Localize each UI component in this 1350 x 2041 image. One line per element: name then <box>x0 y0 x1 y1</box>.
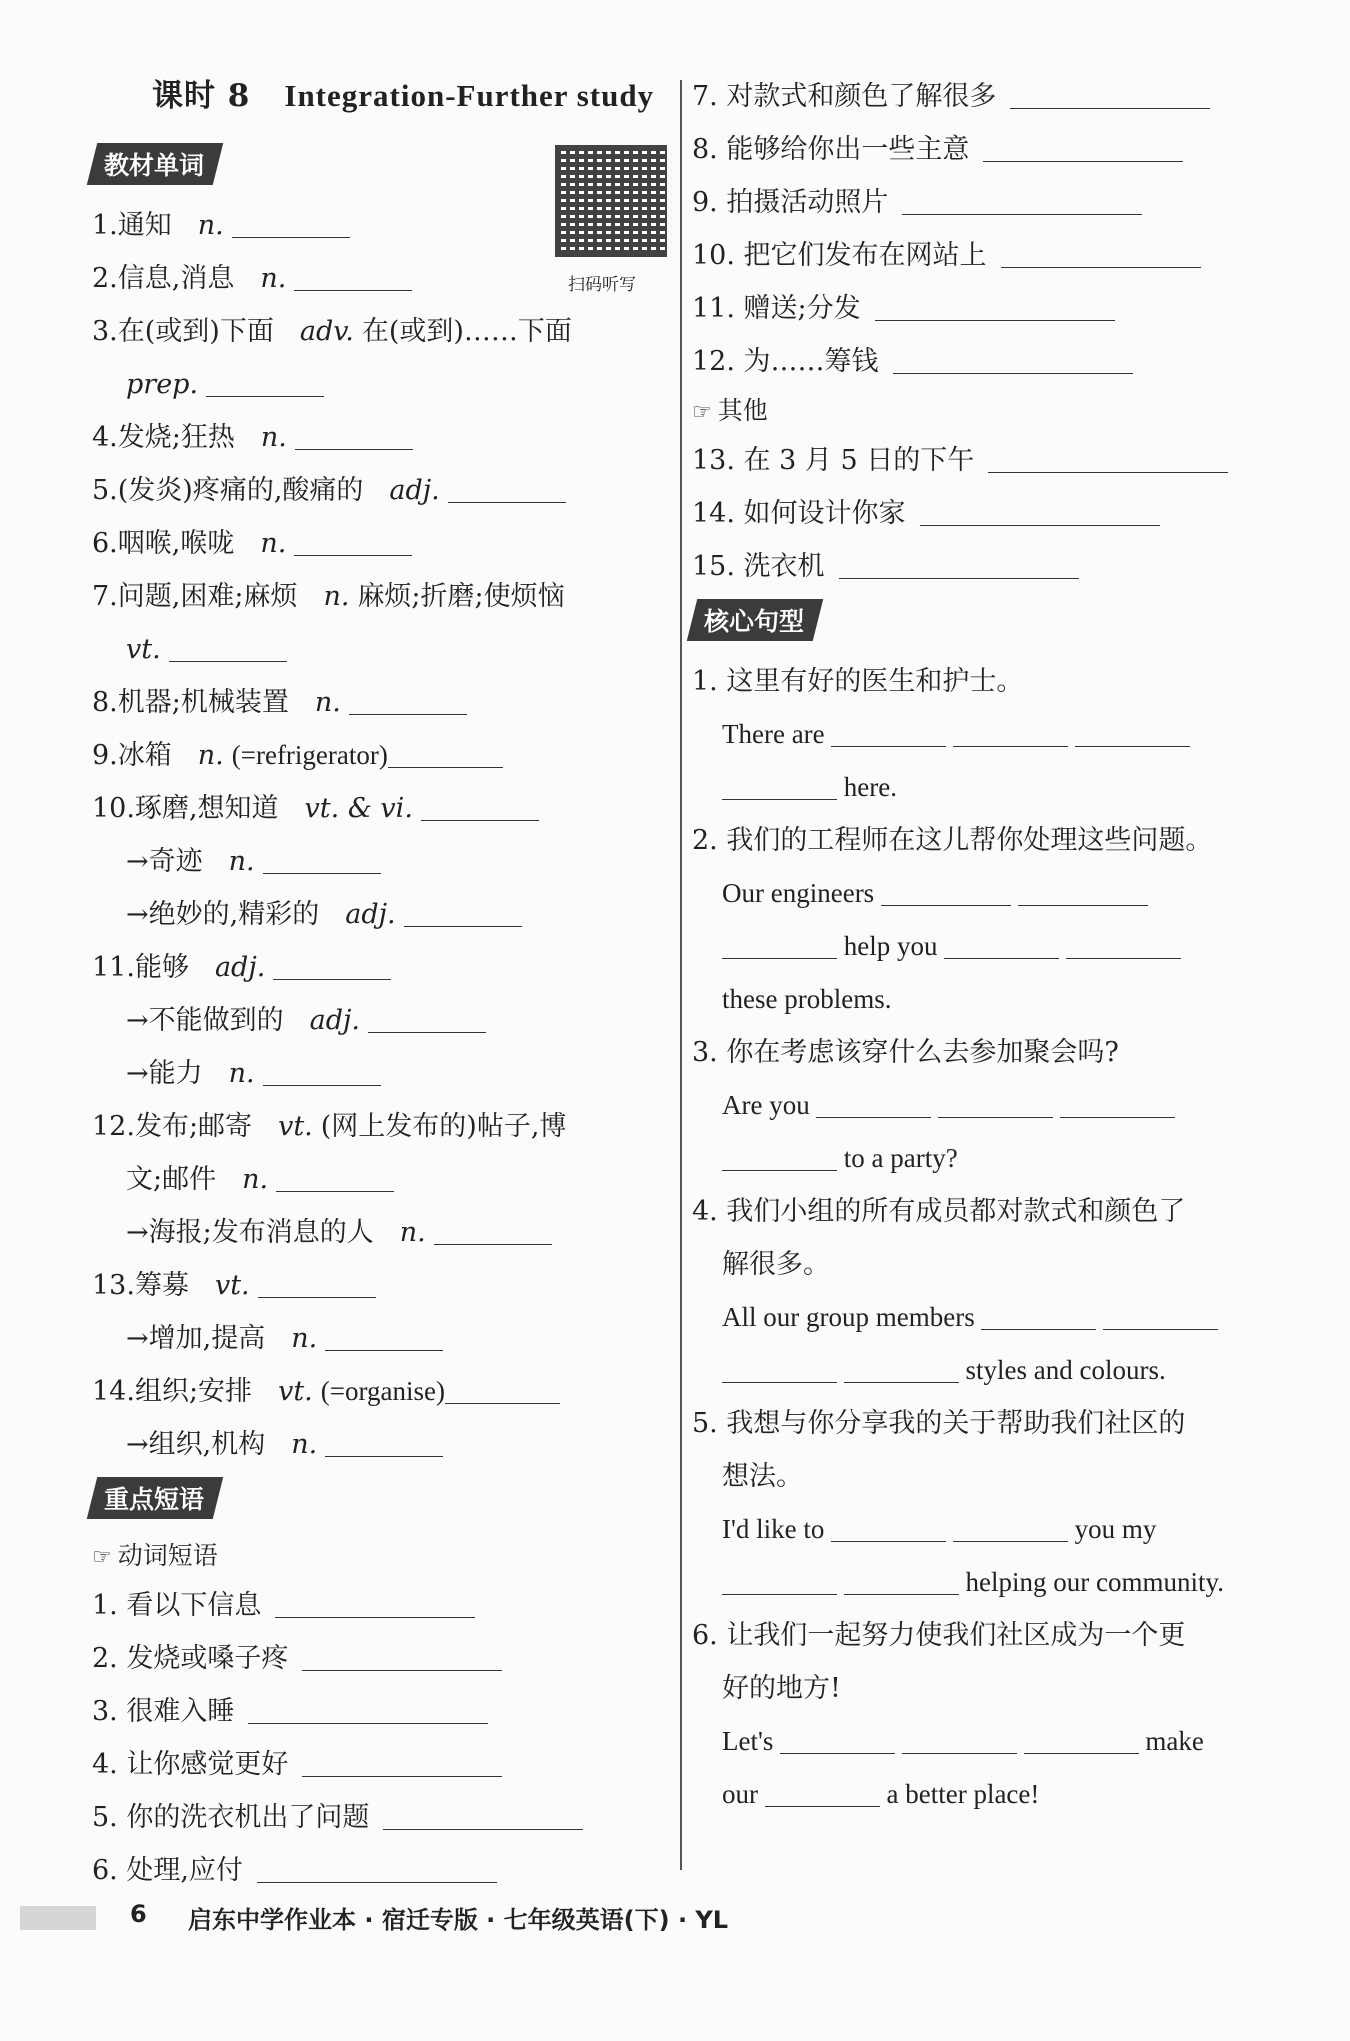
answer-blank[interactable] <box>722 1567 837 1595</box>
answer-blank[interactable] <box>368 1005 486 1033</box>
answer-blank[interactable] <box>839 551 1079 579</box>
sentence-cn: 6. 让我们一起努力使我们社区成为一个更 <box>692 1620 1186 1651</box>
answer-blank[interactable] <box>765 1779 880 1807</box>
answer-blank[interactable] <box>1066 931 1181 959</box>
phrase-item: 3. 很难入睡 <box>92 1685 672 1738</box>
answer-blank[interactable] <box>294 528 412 556</box>
section-phrases-header: 重点短语 <box>87 1477 223 1519</box>
answer-blank[interactable] <box>276 1164 394 1192</box>
answer-blank[interactable] <box>206 369 324 397</box>
answer-blank[interactable] <box>944 931 1059 959</box>
answer-blank[interactable] <box>938 1090 1053 1118</box>
sentence-en: to a party? <box>692 1132 1282 1185</box>
answer-blank[interactable] <box>325 1429 443 1457</box>
vocab-item: 9.冰箱 n. (=refrigerator) <box>92 729 672 782</box>
answer-blank[interactable] <box>448 475 566 503</box>
vocab-item: 1.通知 n. <box>92 199 672 252</box>
vocab-item: 12.发布;邮寄 vt. (网上发布的)帖子,博 <box>92 1111 567 1142</box>
verb-phrases-label: ☞ 动词短语 <box>92 1541 218 1570</box>
answer-blank[interactable] <box>1060 1090 1175 1118</box>
sentence-en: help you <box>692 920 1282 973</box>
vocab-item: 5.(发炎)疼痛的,酸痛的 adj. <box>92 464 672 517</box>
vocab-item: 4.发烧;狂热 n. <box>92 411 672 464</box>
answer-blank[interactable] <box>275 1590 475 1618</box>
answer-blank[interactable] <box>844 1355 959 1383</box>
answer-blank[interactable] <box>1024 1726 1139 1754</box>
answer-blank[interactable] <box>722 772 837 800</box>
phrase-item: 11. 赠送;分发 <box>692 282 1282 335</box>
section-vocab-header: 教材单词 <box>87 143 223 185</box>
answer-blank[interactable] <box>263 1058 381 1086</box>
phrase-item: 9. 拍摄活动照片 <box>692 176 1282 229</box>
lesson-title <box>152 70 672 115</box>
answer-blank[interactable] <box>875 293 1115 321</box>
answer-blank[interactable] <box>1103 1302 1218 1330</box>
answer-blank[interactable] <box>920 498 1160 526</box>
vocab-subitem: →增加,提高 n. <box>92 1312 672 1365</box>
answer-blank[interactable] <box>881 878 1011 906</box>
answer-blank[interactable] <box>248 1696 488 1724</box>
answer-blank[interactable] <box>445 1376 560 1404</box>
answer-blank[interactable] <box>232 210 350 238</box>
phrase-item: 4. 让你感觉更好 <box>92 1738 672 1791</box>
answer-blank[interactable] <box>404 899 522 927</box>
answer-blank[interactable] <box>1010 81 1210 109</box>
answer-blank[interactable] <box>302 1643 502 1671</box>
phrase-item: 7. 对款式和颜色了解很多 <box>692 70 1282 123</box>
answer-blank[interactable] <box>893 346 1133 374</box>
answer-blank[interactable] <box>983 134 1183 162</box>
answer-blank[interactable] <box>844 1567 959 1595</box>
vocab-item: prep. <box>92 358 672 411</box>
vocab-item: 13.筹募 vt. <box>92 1259 672 1312</box>
pointing-hand-icon: ☞ <box>92 1545 112 1570</box>
answer-blank[interactable] <box>263 846 381 874</box>
vocab-item: 11.能够 adj. <box>92 941 672 994</box>
answer-blank[interactable] <box>294 263 412 291</box>
sentence-en: here. <box>692 761 1282 814</box>
answer-blank[interactable] <box>780 1726 895 1754</box>
answer-blank[interactable] <box>325 1323 443 1351</box>
answer-blank[interactable] <box>273 952 391 980</box>
phrase-item: 10. 把它们发布在网站上 <box>692 229 1282 282</box>
page-footer <box>20 1900 1320 1940</box>
answer-blank[interactable] <box>1075 719 1190 747</box>
column-divider <box>680 80 682 1870</box>
vocab-item: 2.信息,消息 n. <box>92 252 672 305</box>
answer-blank[interactable] <box>258 1270 376 1298</box>
answer-blank[interactable] <box>1001 240 1201 268</box>
phrase-item: 2. 发烧或嗓子疼 <box>92 1632 672 1685</box>
sentence-cn: 3. 你在考虑该穿什么去参加聚会吗? <box>692 1037 1119 1068</box>
lesson-code: 课时 8 <box>152 78 251 114</box>
answer-blank[interactable] <box>902 1726 1017 1754</box>
answer-blank[interactable] <box>383 1802 583 1830</box>
vocab-subitem: →不能做到的 adj. <box>92 994 672 1047</box>
vocab-item: 14.组织;安排 vt. (=organise) <box>92 1365 672 1418</box>
vocab-item: 10.琢磨,想知道 vt. & vi. <box>92 782 672 835</box>
vocab-item: vt. <box>92 623 672 676</box>
sentence-cn: 2. 我们的工程师在这儿帮你处理这些问题。 <box>692 825 1213 856</box>
answer-blank[interactable] <box>831 719 946 747</box>
phrase-item: 1. 看以下信息 <box>92 1579 672 1632</box>
vocab-item: 6.咽喉,喉咙 n. <box>92 517 672 570</box>
answer-blank[interactable] <box>388 740 503 768</box>
answer-blank[interactable] <box>434 1217 552 1245</box>
vocab-subitem: →能力 n. <box>92 1047 672 1100</box>
lesson-name: Integration-Further study <box>284 78 655 113</box>
answer-blank[interactable] <box>953 1514 1068 1542</box>
answer-blank[interactable] <box>981 1302 1096 1330</box>
phrase-item: 14. 如何设计你家 <box>692 487 1282 540</box>
sentence-en: I'd like to you my <box>722 1514 1157 1544</box>
other-phrases-label: ☞ 其他 <box>692 396 768 425</box>
sentence-en: There are <box>692 708 1282 761</box>
vocab-subitem: →海报;发布消息的人 n. <box>92 1206 672 1259</box>
sentence-cn: 1. 这里有好的医生和护士。 <box>692 666 1024 697</box>
sentence-cn: 好的地方! <box>722 1673 841 1704</box>
left-column <box>92 70 672 1897</box>
page-number: 6 <box>130 1900 147 1928</box>
phrase-item: 5. 你的洗衣机出了问题 <box>92 1791 672 1844</box>
answer-blank[interactable] <box>349 687 467 715</box>
phrase-item: 15. 洗衣机 <box>692 540 1282 593</box>
answer-blank[interactable] <box>722 931 837 959</box>
sentence-cn: 想法。 <box>722 1461 803 1492</box>
right-column <box>692 70 1282 1821</box>
section-sentences-header: 核心句型 <box>687 599 823 641</box>
vocab-subitem: →绝妙的,精彩的 adj. <box>92 888 672 941</box>
answer-blank[interactable] <box>722 1143 837 1171</box>
answer-blank[interactable] <box>257 1855 497 1883</box>
sentence-en: Let's make <box>722 1726 1204 1756</box>
answer-blank[interactable] <box>722 1355 837 1383</box>
sentence-cn: 5. 我想与你分享我的关于帮助我们社区的 <box>692 1408 1186 1439</box>
vocab-item: 8.机器;机械装置 n. <box>92 676 672 729</box>
phrase-item: 6. 处理,应付 <box>92 1844 672 1897</box>
qr-caption: 扫码听写 <box>568 275 636 295</box>
sentence-en: Our engineers <box>692 867 1282 920</box>
vocab-item: 文;邮件 n. <box>92 1153 672 1206</box>
sentence-en: helping our community. <box>692 1556 1282 1609</box>
answer-blank[interactable] <box>902 187 1142 215</box>
vocab-item: 7.问题,困难;麻烦 n. 麻烦;折磨;使烦恼 <box>92 581 565 612</box>
answer-blank[interactable] <box>295 422 413 450</box>
vocab-item: 3.在(或到)下面 adv. 在(或到)……下面 <box>92 316 572 347</box>
phrase-item: 12. 为……筹钱 <box>692 335 1282 388</box>
sentence-en: our a better place! <box>722 1779 1040 1809</box>
answer-blank[interactable] <box>302 1749 502 1777</box>
sentence-en: All our group members <box>692 1291 1282 1344</box>
phrase-item: 13. 在 3 月 5 日的下午 <box>692 434 1282 487</box>
sentence-cn: 4. 我们小组的所有成员都对款式和颜色了 <box>692 1196 1186 1227</box>
answer-blank[interactable] <box>421 793 539 821</box>
footer-text: 启东中学作业本 · 宿迁专版 · 七年级英语(下) · YL <box>188 1906 729 1934</box>
answer-blank[interactable] <box>988 445 1228 473</box>
phrase-item: 8. 能够给你出一些主意 <box>692 123 1282 176</box>
sentence-en: these problems. <box>722 984 892 1014</box>
pointing-hand-icon: ☞ <box>692 400 712 425</box>
footer-bar <box>20 1906 96 1930</box>
answer-blank[interactable] <box>831 1514 946 1542</box>
answer-blank[interactable] <box>816 1090 931 1118</box>
answer-blank[interactable] <box>1018 878 1148 906</box>
sentence-en: styles and colours. <box>692 1344 1282 1397</box>
answer-blank[interactable] <box>953 719 1068 747</box>
sentence-en: Are you <box>692 1079 1282 1132</box>
sentence-cn: 解很多。 <box>722 1249 830 1280</box>
vocab-subitem: →组织,机构 n. <box>92 1418 672 1471</box>
vocab-subitem: →奇迹 n. <box>92 835 672 888</box>
answer-blank[interactable] <box>169 634 287 662</box>
